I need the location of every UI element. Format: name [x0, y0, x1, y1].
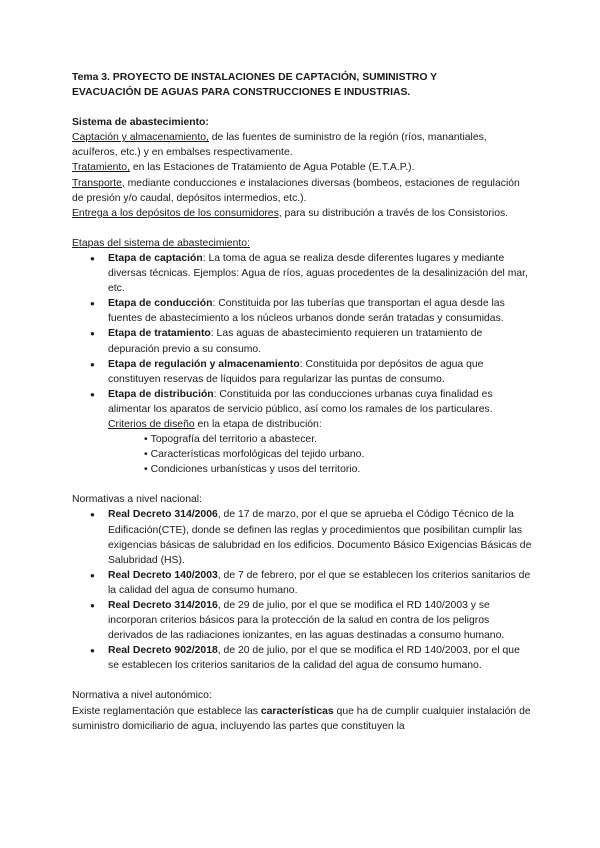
document-page — [72, 70, 532, 734]
sistema-item: Entrega a los depósitos de los consumidores, para su distribución a través de los Consistorios. — [72, 207, 509, 219]
list-item: ● Real Decreto 902/2018, de 20 de julio, por el que se modifica el RD 140/2003, por el que se establecen los criterios sanitarios de la calidad del agua de consumo humano. — [108, 643, 532, 673]
list-item: • Topografía del territorio a abastecer. — [144, 432, 532, 447]
nacional-heading: Normativas a nivel nacional: — [72, 494, 202, 506]
list-item: • Características morfológicas del tejido urbano. — [144, 447, 532, 462]
criterios-heading: Criterios de diseño en la etapa de distribución: — [108, 418, 322, 430]
title-line-2: EVACUACIÓN DE AGUAS PARA CONSTRUCCIONES E INDUSTRIAS. — [72, 87, 411, 99]
nacional-list — [72, 507, 532, 673]
list-item: ● Real Decreto 314/2006, de 17 de marzo, por el que se aprueba el Código Técnico de la Edificación(CTE), donde se definen las reglas y procedimientos que posibilitan cumplir las exigencias básicas de salubridad en los edificios. Documento Básico Exigencias Básicas de Salubridad (HS). — [108, 507, 532, 567]
title-line-1: Tema 3. PROYECTO DE INSTALACIONES DE CAPTACIÓN, SUMINISTRO Y — [72, 72, 438, 83]
etapas-list — [72, 251, 532, 417]
etapas-section — [72, 236, 532, 478]
criterios-list — [72, 432, 532, 477]
nacional-section — [72, 492, 532, 673]
sistema-heading: Sistema de abastecimiento: — [72, 117, 209, 129]
list-item: ● Etapa de conducción: Constituida por las tuberías que transportan el agua desde las fuentes de abastecimiento a los núcleos urbanos donde serán tratadas y consumidas. — [108, 296, 532, 326]
autonomico-section — [72, 688, 532, 733]
list-item: ● Real Decreto 140/2003, de 7 de febrero, por el que se establecen los criterios sanitarios de la calidad del agua de consumo humano. — [108, 568, 532, 598]
document-title — [72, 70, 532, 100]
sistema-item: Tratamiento, en las Estaciones de Tratamiento de Agua Potable (E.T.A.P.). — [72, 162, 415, 174]
sistema-item: Transporte, mediante conducciones e instalaciones diversas (bombeos, estaciones de regulación de presión y/o caudal, depósitos intermedios, etc.). — [72, 177, 520, 204]
list-item: ● Etapa de distribución: Constituida por las conducciones urbanas cuya finalidad es alimentar los aparatos de servicio público, así como los ramales de los particulares. — [108, 387, 532, 417]
list-item: ● Etapa de captación: La toma de agua se realiza desde diferentes lugares y mediante diversas técnicas. Ejemplos: Agua de ríos, aguas procedentes de la desalinización del mar, etc. — [108, 251, 532, 296]
list-item: ● Real Decreto 314/2016, de 29 de julio, por el que se modifica el RD 140/2003 y se incorporan criterios básicos para la protección de la salud en contra de los peligros derivados de las radiaciones ionizantes, en las aguas destinadas a consumo humano. — [108, 598, 532, 643]
autonomico-paragraph: Existe reglamentación que establece las características que ha de cumplir cualquier instalación de suministro domiciliario de agua, incluyendo las partes que constituyen la — [72, 705, 531, 732]
etapas-heading: Etapas del sistema de abastecimiento: — [72, 237, 250, 249]
list-item: ● Etapa de regulación y almacenamiento: Constituida por depósitos de agua que constituyen reservas de líquidos para regularizar las puntas de consumo. — [108, 357, 532, 387]
list-item: ● Etapa de tratamiento: Las aguas de abastecimiento requieren un tratamiento de depuración previo a su consumo. — [108, 326, 532, 356]
list-item: • Condiciones urbanísticas y usos del territorio. — [144, 462, 532, 477]
autonomico-heading: Normativa a nivel autonómico: — [72, 690, 212, 702]
sistema-item: Captación y almacenamiento, de las fuentes de suministro de la región (ríos, manantiales, acuíferos, etc.) y en embalses respectivamente. — [72, 132, 487, 159]
sistema-section — [72, 115, 532, 221]
